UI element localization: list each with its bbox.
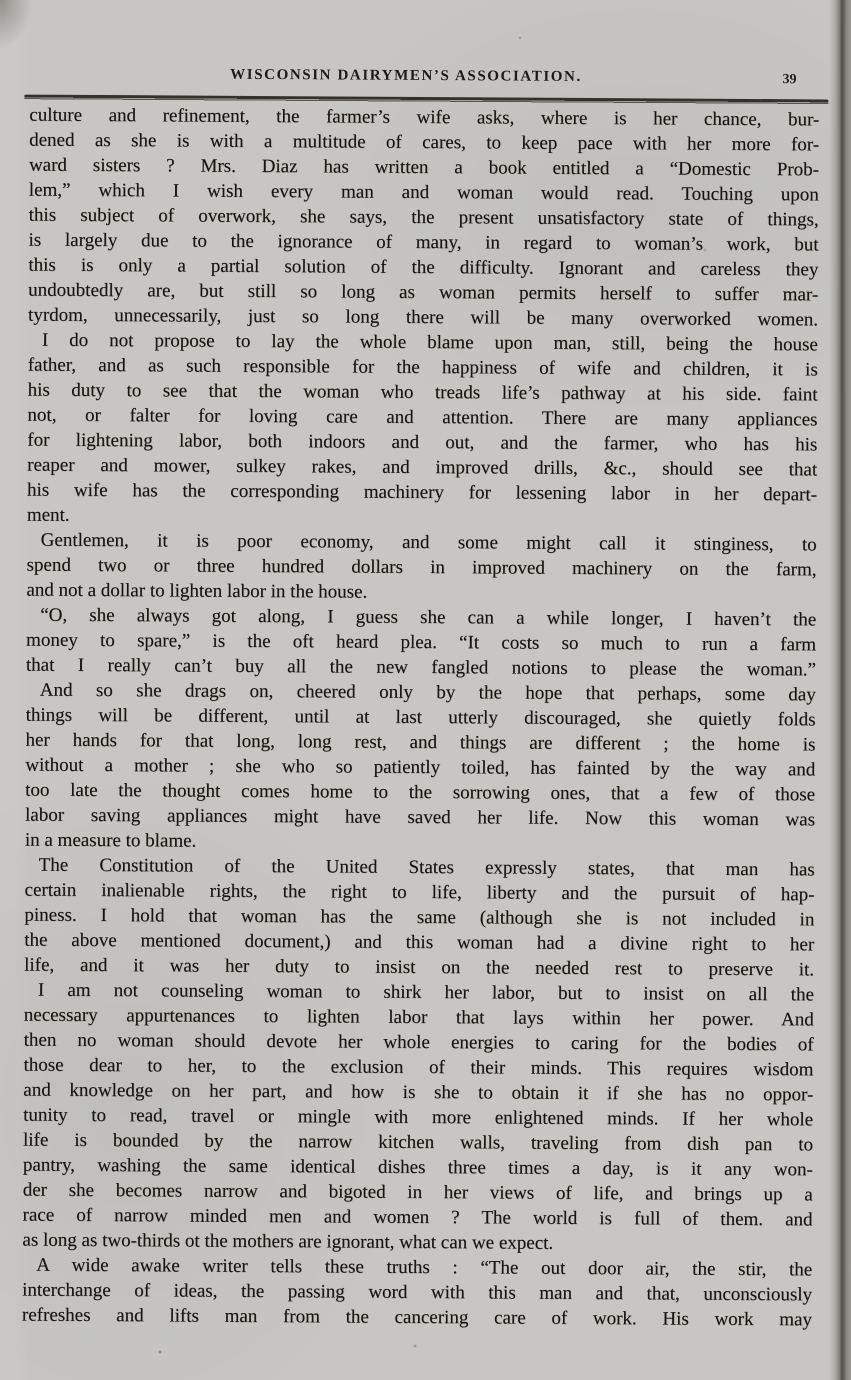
text-line: ment.	[26, 504, 70, 526]
text-line: lem,” which I wish every man and woman would read. Touching upon	[28, 179, 819, 206]
text-line: necessary appurtenances to lighten labor that lays within her power. And	[23, 1004, 814, 1031]
text-line: tunity to read, travel or mingle with more enlightened minds. If her whole	[23, 1104, 814, 1131]
text-line: life, and it was her duty to insist on the needed rest to preserve it.	[24, 954, 815, 981]
text-line: spend two or three hundred dollars in improved machinery on the farm,	[26, 554, 817, 581]
text-line: certain inalienable rights, the right to life, liberty and the pursuit of hap-	[24, 879, 815, 906]
text-line: labor saving appliances might have saved her life. Now this woman was	[24, 804, 816, 831]
body-text	[22, 103, 819, 1333]
text-line: refreshes and lifts man from the cancering care of work. His work may	[21, 1304, 813, 1331]
running-head-title: WISCONSIN DAIRYMEN’S ASSOCIATION.	[230, 66, 582, 85]
text-line: tyrdom, unnecessarily, just so long there will be many overworked women.	[28, 304, 819, 331]
text-line: reaper and mower, sulkey rakes, and improved drills, &c., should see that	[27, 454, 818, 481]
page-header	[29, 62, 812, 93]
text-line: is largely due to the ignorance of many, in regard to woman’s work, but	[28, 229, 819, 256]
text-line: without a mother ; she who so patiently toiled, has fainted by the way and	[25, 754, 816, 781]
text-line: undoubtedly are, but still so long as woman permits herself to suffer mar-	[28, 279, 819, 306]
text-line: Gentlemen, it is poor economy, and some might call it stinginess, to	[40, 529, 817, 556]
text-line: this subject of overwork, she says, the present unsatisfactory state of things,	[28, 204, 819, 231]
text-line: I do not propose to lay the whole blame upon man, still, being the house	[41, 329, 818, 356]
text-line: then no woman should devote her whole energies to caring for the bodies of	[23, 1029, 814, 1056]
page-number: 39	[782, 72, 797, 88]
text-line: that I really can’t buy all the new fangled notions to please the woman.”	[25, 654, 816, 681]
text-line: those dear to her, to the exclusion of their minds. This requires wisdom	[23, 1054, 814, 1081]
gutter-shadow	[829, 0, 851, 1380]
text-line: the above mentioned document,) and this woman had a divine right to her	[24, 929, 815, 956]
text-line: “O, she always got along, I guess she can a while longer, I haven’t the	[40, 604, 817, 631]
text-line: not, or falter for loving care and attention. There are many appliances	[27, 404, 818, 431]
text-line: The Constitution of the United States expressly states, that man has	[38, 854, 815, 881]
text-line: his duty to see that the woman who treads life’s pathway at his side. faint	[27, 379, 818, 406]
text-line: And so she drags on, cheered only by the hope that perhaps, some day	[39, 679, 816, 706]
text-line: father, and as such responsible for the happiness of wife and children, it is	[27, 354, 818, 381]
text-line: life is bounded by the narrow kitchen walls, traveling from dish pan to	[22, 1129, 814, 1156]
text-line: in a measure to blame.	[24, 829, 197, 852]
text-line: pantry, washing the same identical dishes three times a day, is it any won-	[22, 1154, 813, 1181]
text-line: this is only a partial solution of the difficulty. Ignorant and careless they	[28, 254, 819, 281]
text-line: culture and refinement, the farmer’s wife asks, where is her chance, bur-	[29, 104, 820, 131]
text-line: his wife has the corresponding machinery for lessening labor in her depart-	[26, 479, 818, 506]
text-line: and knowledge on her part, and how is she to obtain it if she has no oppor-	[23, 1079, 814, 1106]
text-line: piness. I hold that woman has the same (although she is not included in	[24, 904, 815, 931]
text-line: money to spare,” is the oft heard plea. “It costs so much to run a farm	[26, 629, 817, 656]
text-line: too late the thought comes home to the sorrowing ones, that a few of those	[25, 779, 816, 806]
text-line: A wide awake writer tells these truths : “The out door air, the stir, the	[36, 1254, 813, 1281]
text-line: and not a dollar to lighten labor in the house.	[26, 579, 368, 603]
text-line: I am not counseling woman to shirk her labor, but to insist on all the	[37, 979, 814, 1006]
text-line: her hands for that long, long rest, and things are different ; the home is	[25, 729, 816, 756]
text-line: race of narrow minded men and women ? The world is full of them. and	[22, 1204, 813, 1231]
text-line: dened as she is with a multitude of cares, to keep pace with her more for-	[29, 129, 820, 156]
text-line: things will be different, until at last utterly discouraged, she quietly folds	[25, 704, 816, 731]
text-line: ward sisters ? Mrs. Diaz has written a book entitled a “Domestic Prob-	[28, 154, 820, 181]
text-line: as long as two-thirds ot the mothers are ignorant, what can we expect.	[22, 1229, 554, 1254]
text-line: der she becomes narrow and bigoted in her views of life, and brings up a	[22, 1179, 813, 1206]
text-line: for lightening labor, both indoors and out, and the farmer, who has his	[27, 429, 818, 456]
text-line: interchange of ideas, the passing word with this man and that, unconsciously	[22, 1279, 813, 1306]
